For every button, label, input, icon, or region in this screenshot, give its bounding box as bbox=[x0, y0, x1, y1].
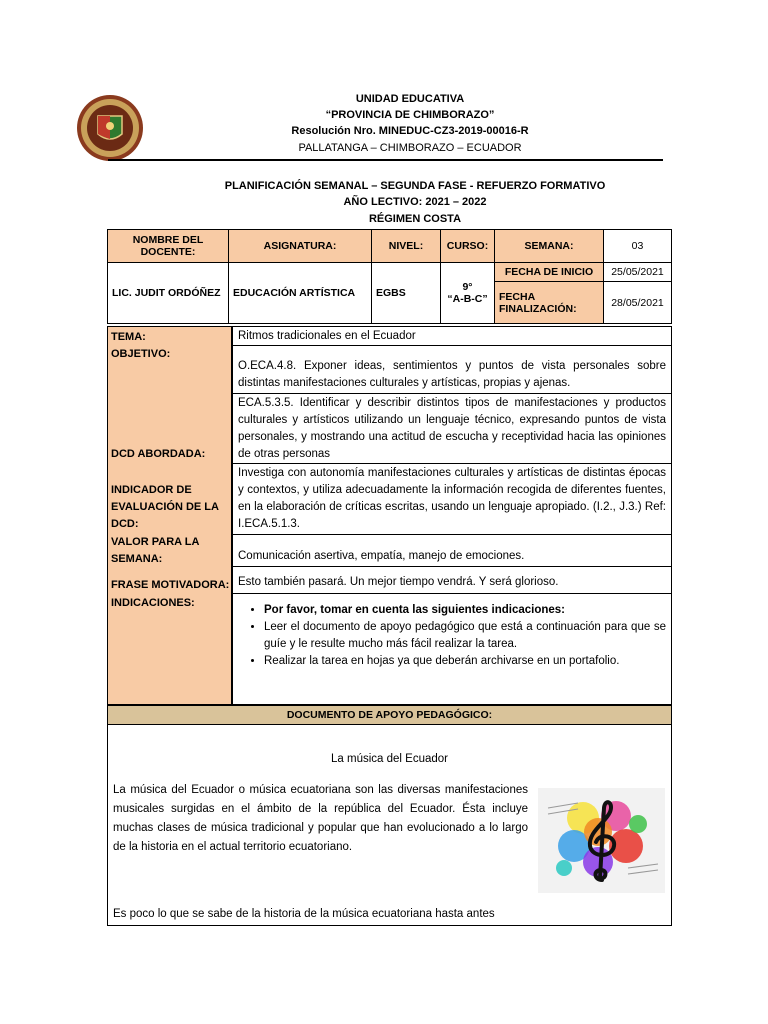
resolution-number: Resolución Nro. MINEDUC-CZ3-2019-00016-R bbox=[291, 125, 529, 137]
objetivo-value: O.ECA.4.8. Exponer ideas, sentimientos y puntos de vista personales sobre distintas manifestaciones culturales y artísticas, propias y ajenas. bbox=[232, 346, 672, 394]
indicacion-item: • Realizar la tarea en hojas ya que deberán archivarse en un portafolio. bbox=[264, 653, 666, 670]
article-paragraph: La música del Ecuador o música ecuatoriana son las diversas manifestaciones musicales surgidas en el ámbito de la república del Ecuador. Ésta incluye muchas clases de música tradicional y popular que han evolucionado a lo largo de la historia en el actual territorio ecuatoriano. bbox=[113, 784, 528, 853]
fecha-fin-value: 28/05/2021 bbox=[604, 282, 672, 324]
fecha-inicio-value: 25/05/2021 bbox=[604, 263, 672, 282]
treble-clef-illustration bbox=[538, 788, 665, 893]
indicador-value: Investiga con autonomía manifestaciones culturales y artísticas de distintas épocas y contextos, y utiliza adecuadamente la información recogida de diferentes fuentes, en la elaboración de críticas escritas, usando un lenguaje apropiado. (I.2., J.3.) Ref: I.ECA.5.1.3. bbox=[232, 464, 672, 535]
asignatura-value: EDUCACIÓN ARTÍSTICA bbox=[229, 263, 372, 324]
label-valor: VALOR PARA LA SEMANA: bbox=[111, 536, 199, 565]
school-crest-logo bbox=[76, 94, 144, 162]
indicacion-item: • Leer el documento de apoyo pedagógico que está a continuación para que se guíe y le resulte mucho más fácil realizar la tarea. bbox=[264, 619, 666, 653]
article-title: La música del Ecuador bbox=[331, 753, 448, 765]
label-dcd: DCD ABORDADA: bbox=[111, 448, 206, 460]
semana-value: 03 bbox=[604, 230, 672, 263]
school-name: UNIDAD EDUCATIVA bbox=[355, 93, 465, 105]
plan-title: PLANIFICACIÓN SEMANAL – SEGUNDA FASE - REFUERZO FORMATIVO bbox=[224, 180, 606, 192]
label-objetivo: OBJETIVO: bbox=[111, 348, 171, 360]
support-document-heading: DOCUMENTO DE APOYO PEDAGÓGICO: bbox=[107, 705, 672, 725]
indicaciones-box bbox=[232, 594, 672, 705]
school-province: “PROVINCIA DE CHIMBORAZO” bbox=[325, 109, 495, 121]
label-indicador: INDICADOR DE EVALUACIÓN DE LA DCD: bbox=[111, 484, 219, 530]
label-tema: TEMA: bbox=[111, 331, 146, 343]
header-asignatura: ASIGNATURA: bbox=[229, 230, 372, 263]
docente-value: LIC. JUDIT ORDÓÑEZ bbox=[108, 263, 229, 324]
frase-value: Esto también pasará. Un mejor tiempo vendrá. Y será glorioso. bbox=[232, 567, 672, 594]
tema-value: Ritmos tradicionales en el Ecuador bbox=[232, 326, 672, 346]
regime: RÉGIMEN COSTA bbox=[368, 213, 462, 225]
header-fecha-inicio: FECHA DE INICIO bbox=[495, 263, 604, 282]
school-location: PALLATANGA – CHIMBORAZO – ECUADOR bbox=[298, 142, 522, 154]
info-table bbox=[107, 229, 672, 324]
dcd-value: ECA.5.3.5. Identificar y describir distintos tipos de manifestaciones y productos culturales y artísticos utilizando un lenguaje técnico, expresando puntos de vista personales, y mostrando una actitud de escucha y receptividad hacia las opiniones de otras personas bbox=[232, 394, 672, 464]
curso-sections: “A-B-C” bbox=[447, 293, 488, 305]
label-frase: FRASE MOTIVADORA: bbox=[111, 579, 230, 591]
indicacion-item: • Por favor, tomar en cuenta las siguientes indicaciones: bbox=[264, 602, 666, 619]
label-indicaciones: INDICACIONES: bbox=[111, 597, 195, 609]
header-semana: SEMANA: bbox=[495, 230, 604, 263]
curso-grade: 9° bbox=[462, 281, 473, 293]
header-divider bbox=[108, 159, 663, 161]
article-paragraph: Es poco lo que se sabe de la historia de la música ecuatoriana hasta antes bbox=[113, 908, 495, 920]
header-fecha-fin: FECHA FINALIZACIÓN: bbox=[495, 282, 604, 324]
header-nivel: NIVEL: bbox=[372, 230, 441, 263]
indicaciones-list bbox=[238, 602, 666, 670]
curso-value bbox=[441, 263, 495, 324]
school-year: AÑO LECTIVO: 2021 – 2022 bbox=[343, 196, 487, 208]
valor-value: Comunicación asertiva, empatía, manejo de emociones. bbox=[232, 535, 672, 567]
header-docente: NOMBRE DEL DOCENTE: bbox=[108, 230, 229, 263]
header-curso: CURSO: bbox=[441, 230, 495, 263]
nivel-value: EGBS bbox=[372, 263, 441, 324]
